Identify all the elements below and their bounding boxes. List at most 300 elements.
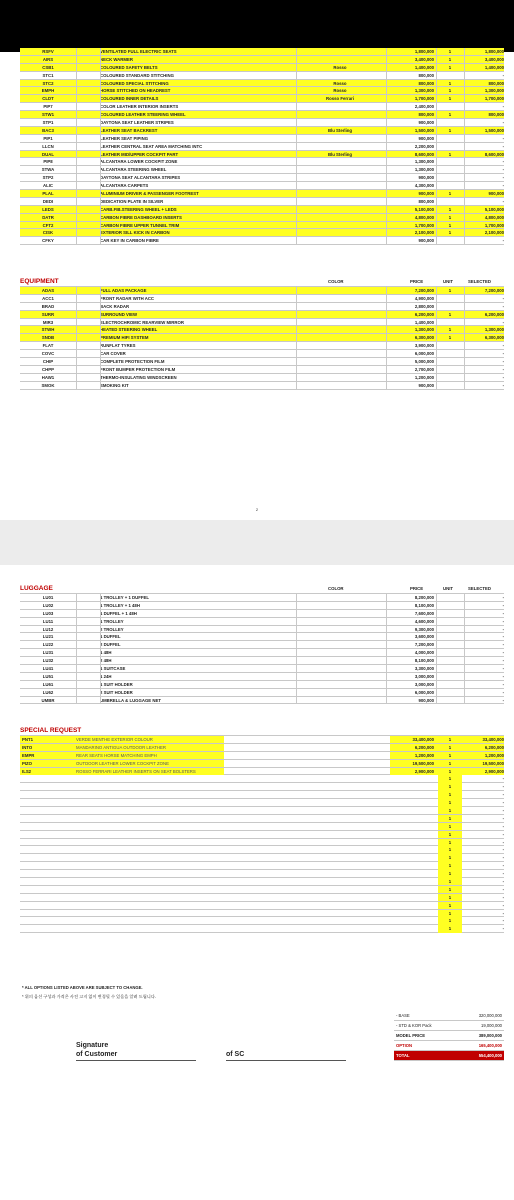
option-code: LU31: [42, 650, 54, 656]
option-unit: 1: [448, 214, 452, 220]
col-header-price: PRICE: [410, 586, 424, 591]
option-selected: -: [502, 319, 504, 325]
summary-row: [394, 1021, 504, 1031]
option-description: MANDARINO ANTIGUA OUTDOOR LEATHER: [76, 744, 166, 750]
option-selected: -: [502, 642, 504, 648]
grid-line: [76, 174, 77, 181]
luggage-header: [20, 583, 504, 594]
option-selected: -: [502, 902, 504, 908]
option-unit: 1: [448, 80, 452, 86]
option-selected: -: [502, 183, 504, 189]
grid-line: [464, 237, 465, 244]
grid-line: [464, 618, 465, 625]
grid-line: [464, 681, 465, 688]
option-description: REAR SEATS HORSE MATCHING EMPH: [76, 752, 157, 758]
option-code: SNDB: [41, 335, 55, 341]
option-description: EXTERIOR SILL KICK IN CARBON: [100, 230, 170, 236]
grid-line: [436, 222, 437, 229]
option-code: EMPR: [22, 752, 35, 758]
option-price: 1,300,000: [414, 167, 434, 173]
grid-line: [464, 649, 465, 656]
option-code: CISK: [42, 230, 54, 236]
option-unit: 1: [448, 56, 452, 62]
grid-line: [76, 594, 77, 601]
grid-line: [464, 610, 465, 617]
grid-line: [436, 64, 437, 71]
option-unit: 1: [438, 917, 462, 924]
option-description: CAR COVER: [100, 351, 126, 357]
grid-line: [100, 80, 101, 87]
option-code: ALIC: [42, 183, 54, 189]
option-unit: 1: [448, 311, 452, 317]
option-price: 1,300,000: [414, 159, 434, 165]
option-price: 2,400,000: [414, 104, 434, 110]
option-price: 6,000,000: [414, 351, 434, 357]
option-code: CHIP: [42, 359, 54, 365]
grid-line: [76, 143, 77, 150]
option-price: 6,200,000: [414, 311, 434, 317]
grid-line: [464, 342, 465, 349]
option-description: LEATHER CENTRAL SEAT AREA MATCHING INTC: [100, 143, 203, 149]
table-row: [20, 657, 504, 665]
grid-line: [100, 190, 101, 197]
option-unit: 1: [438, 815, 462, 822]
table-row: [20, 697, 504, 705]
grid-line: [386, 135, 387, 142]
option-selected: -: [502, 792, 504, 798]
grid-line: [296, 295, 297, 302]
option-description: 1 TROLLEY + 1 DUFFEL: [100, 595, 149, 600]
grid-line: [436, 342, 437, 349]
grid-line: [296, 174, 297, 181]
grid-line: [436, 689, 437, 696]
grid-line: [296, 119, 297, 126]
grid-line: [464, 626, 465, 633]
grid-line: [464, 295, 465, 302]
option-unit: 1: [438, 878, 462, 885]
option-description: COMPLETE PROTECTION FILM: [100, 359, 165, 365]
option-price: 4,800,000: [414, 214, 434, 220]
grid-line: [464, 303, 465, 310]
grid-line: [296, 618, 297, 625]
option-description: CARB.FIB.STEERING WHEEL + LEDS: [100, 206, 177, 212]
option-price: 900,000: [418, 120, 434, 126]
grid-line: [76, 303, 77, 310]
grid-line: [76, 382, 77, 389]
option-selected: 6,200,000: [484, 744, 504, 750]
option-code: CFT2: [42, 222, 54, 228]
grid-line: [436, 127, 437, 134]
option-selected: 5,100,000: [484, 206, 504, 212]
grid-line: [436, 657, 437, 664]
grid-line: [464, 326, 465, 333]
grid-line: [100, 689, 101, 696]
grid-line: [386, 303, 387, 310]
option-unit: 1: [448, 112, 452, 118]
option-selected: -: [502, 666, 504, 672]
grid-line: [76, 190, 77, 197]
option-price: 1,400,000: [414, 319, 434, 325]
option-price: 1,200,000: [414, 374, 434, 380]
grid-line: [296, 633, 297, 640]
grid-line: [296, 334, 297, 341]
grid-line: [296, 64, 297, 71]
grid-line: [100, 119, 101, 126]
grid-line: [464, 633, 465, 640]
option-selected: -: [502, 650, 504, 656]
grid-line: [464, 594, 465, 601]
option-code: LU32: [42, 658, 54, 664]
grid-line: [100, 287, 101, 294]
grid-line: [386, 143, 387, 150]
grid-line: [436, 206, 437, 213]
signature-label: Signature: [76, 1042, 109, 1049]
grid-line: [296, 342, 297, 349]
grid-line: [100, 229, 101, 236]
table-row: [20, 342, 504, 350]
grid-line: [464, 319, 465, 326]
option-description: DAYTONA SEAT ALCANTARA STRIPES: [100, 175, 181, 181]
option-code: LU22: [42, 642, 54, 648]
special-request-empty-row: [20, 846, 504, 854]
option-description: 2 TROLLEY: [100, 626, 124, 632]
option-code: BRAD: [41, 303, 55, 309]
grid-line: [100, 206, 101, 213]
option-code: CSB1: [42, 64, 54, 70]
table-row: [20, 95, 504, 103]
option-price: 4,600,000: [414, 618, 434, 624]
option-description: THERMO-INSULATING WINDSCREEN: [100, 374, 177, 380]
option-description: RUNFLAT TYRES: [100, 343, 136, 349]
grid-line: [464, 87, 465, 94]
option-selected: 4,800,000: [484, 214, 504, 220]
grid-line: [100, 319, 101, 326]
grid-line: [464, 665, 465, 672]
option-description: COLOURED INNER DETAILS: [100, 96, 159, 102]
summary-label: MODEL PRICE: [396, 1033, 426, 1038]
grid-line: [76, 295, 77, 302]
grid-line: [76, 641, 77, 648]
grid-line: [76, 358, 77, 365]
table-row: [20, 366, 504, 374]
option-selected: -: [502, 658, 504, 664]
sc-signature-line: [226, 1060, 346, 1061]
option-selected: 1,300,000: [484, 88, 504, 94]
option-price: 900,000: [418, 175, 434, 181]
grid-line: [296, 319, 297, 326]
special-request-empty-row: [20, 791, 504, 799]
option-description: COLOURED STANDARD STITCHING: [100, 72, 174, 78]
grid-line: [76, 657, 77, 664]
option-selected: -: [502, 918, 504, 924]
option-selected: -: [502, 879, 504, 885]
option-price: 900,000: [418, 238, 434, 244]
option-price: 3,900,000: [414, 343, 434, 349]
option-price: 1,700,000: [414, 96, 434, 102]
grid-line: [100, 382, 101, 389]
option-selected: 2,100,000: [484, 230, 504, 236]
page-gap: [0, 520, 514, 565]
option-unit: 1: [438, 791, 462, 798]
grid-line: [386, 689, 387, 696]
grid-line: [76, 229, 77, 236]
grid-line: [386, 358, 387, 365]
grid-line: [296, 311, 297, 318]
grid-line: [436, 350, 437, 357]
grid-line: [386, 287, 387, 294]
option-selected: 19,500,000: [482, 760, 504, 766]
option-description: ALCANTARA LOWER COCKPIT ZONE: [100, 159, 178, 165]
grid-line: [296, 206, 297, 213]
table-row: [20, 119, 504, 127]
signature-sc: of SC: [226, 1051, 245, 1058]
option-price: 2,700,000: [414, 366, 434, 372]
table-row: [20, 319, 504, 327]
table-row: [20, 87, 504, 95]
option-selected: 800,000: [488, 112, 504, 118]
option-description: ROSSO FERRARI LEATHER INSERTS ON SEAT BOLSTERS: [76, 768, 196, 774]
grid-line: [100, 641, 101, 648]
grid-line: [76, 48, 77, 55]
table-row: [20, 610, 504, 618]
table-row: [20, 602, 504, 610]
grid-line: [464, 56, 465, 63]
option-description: COLOURED LEATHER STEERING WHEEL: [100, 112, 186, 118]
grid-line: [436, 166, 437, 173]
option-description: COLOR LEATHER INTERIOR INSERTS: [100, 104, 179, 110]
option-code: LU11: [42, 618, 54, 624]
option-price: 4,000,000: [414, 650, 434, 656]
option-unit: 1: [438, 807, 462, 814]
col-header-color: COLOR: [328, 279, 344, 284]
grid-line: [436, 358, 437, 365]
option-description: HORSE STITCHED ON HEADREST: [100, 88, 171, 94]
grid-line: [464, 80, 465, 87]
grid-line: [76, 214, 77, 221]
option-selected: 33,400,000: [482, 737, 504, 742]
grid-line: [436, 602, 437, 609]
table-row: [20, 303, 504, 311]
grid-line: [100, 673, 101, 680]
grid-line: [100, 87, 101, 94]
grid-line: [436, 56, 437, 63]
grid-line: [386, 681, 387, 688]
page-number: 2: [255, 507, 259, 512]
option-unit: 1: [448, 222, 452, 228]
option-code: BAC3: [42, 127, 54, 133]
option-code: DATR: [42, 214, 54, 220]
special-request-empty-row: [20, 862, 504, 870]
table-row: [20, 72, 504, 80]
option-unit: 1: [448, 760, 452, 766]
grid-line: [386, 103, 387, 110]
summary-label: TOTAL: [396, 1053, 410, 1058]
grid-line: [296, 657, 297, 664]
grid-line: [436, 182, 437, 189]
option-selected: -: [502, 784, 504, 790]
special-request-empty-row: [20, 910, 504, 918]
option-selected: 1,400,000: [484, 64, 504, 70]
option-unit: 1: [438, 886, 462, 893]
grid-line: [464, 190, 465, 197]
grid-line: [296, 166, 297, 173]
option-description: 2 48H: [100, 658, 112, 664]
grid-line: [100, 111, 101, 118]
grid-line: [386, 374, 387, 381]
option-unit: 1: [448, 206, 452, 212]
special-request-empty-row: [20, 815, 504, 823]
option-price: 3,400,000: [414, 56, 434, 62]
option-unit: 1: [438, 894, 462, 901]
option-selected: -: [502, 303, 504, 309]
special-request-empty-row: [20, 878, 504, 886]
option-price: 3,000,000: [414, 673, 434, 679]
grid-line: [100, 237, 101, 244]
option-description: PREMIUM HIFI SYSTEM: [100, 335, 149, 341]
grid-line: [100, 143, 101, 150]
option-unit: 1: [448, 737, 452, 742]
grid-line: [386, 382, 387, 389]
option-code: CLDT: [42, 96, 54, 102]
table-row: [20, 198, 504, 206]
document-page-2: [0, 565, 514, 1200]
grid-line: [296, 626, 297, 633]
option-code: LU03: [42, 610, 54, 616]
grid-line: [386, 222, 387, 229]
option-color: Rosso: [333, 88, 347, 94]
grid-line: [296, 72, 297, 79]
option-price: 8,600,000: [414, 151, 434, 157]
table-row: [20, 222, 504, 230]
option-color: Blu Sterling: [327, 127, 353, 133]
grid-line: [464, 166, 465, 173]
option-price: 2,900,000: [414, 768, 434, 774]
option-code: DEDI: [42, 198, 54, 204]
grid-line: [436, 48, 437, 55]
grid-line: [386, 151, 387, 158]
grid-line: [386, 64, 387, 71]
option-price: 6,000,000: [414, 689, 434, 695]
option-selected: -: [502, 618, 504, 624]
option-selected: -: [502, 815, 504, 821]
grid-line: [464, 103, 465, 110]
option-description: LEATHER SEAT BACKREST: [100, 127, 158, 133]
grid-line: [386, 80, 387, 87]
option-price: 1,400,000: [414, 64, 434, 70]
option-unit: 1: [448, 752, 452, 758]
grid-line: [76, 80, 77, 87]
col-header-selected: SELECTED: [468, 586, 491, 591]
grid-line: [296, 610, 297, 617]
summary-value: 389,000,000: [478, 1033, 502, 1038]
grid-line: [76, 287, 77, 294]
special-request-row: [20, 752, 504, 760]
option-code: LU51: [42, 673, 54, 679]
option-price: 800,000: [418, 72, 434, 78]
special-request-empty-row: [20, 807, 504, 815]
option-price: 5,100,000: [414, 206, 434, 212]
grid-line: [76, 366, 77, 373]
signature-customer: [76, 1042, 117, 1059]
option-unit: 1: [448, 191, 452, 197]
option-code: LU01: [42, 595, 54, 600]
option-unit: 1: [438, 862, 462, 869]
grid-line: [464, 182, 465, 189]
special-request-empty-row: [20, 823, 504, 831]
option-price: 6,300,000: [414, 335, 434, 341]
option-selected: 1,200,000: [484, 752, 504, 758]
option-selected: -: [502, 366, 504, 372]
option-unit: 1: [438, 854, 462, 861]
grid-line: [386, 633, 387, 640]
grid-line: [76, 319, 77, 326]
summary-label: - BASE: [396, 1013, 410, 1018]
special-request-table: [20, 725, 504, 933]
option-code: LU12: [42, 626, 54, 632]
grid-line: [100, 127, 101, 134]
grid-line: [386, 602, 387, 609]
note-line-2: * 위의 옵션 구성과 가격은 사전 고지 없이 변경될 수 있음을 알려 드립니다.: [22, 994, 157, 999]
document-page-1: [0, 49, 514, 520]
option-unit: 1: [448, 127, 452, 133]
option-unit: 1: [438, 775, 462, 782]
special-request-empty-row: [20, 894, 504, 902]
grid-line: [386, 326, 387, 333]
option-description: OUTDOOR LEATHER LOWER COCKPIT ZONE: [76, 760, 169, 766]
grid-line: [100, 56, 101, 63]
col-header-unit: UNIT: [443, 279, 454, 284]
grid-line: [296, 143, 297, 150]
option-description: 1 SUITCASE: [100, 666, 126, 672]
option-price: 9,300,000: [414, 626, 434, 632]
option-price: 3,000,000: [414, 681, 434, 687]
grid-line: [386, 174, 387, 181]
grid-line: [464, 374, 465, 381]
option-code: AIRS: [42, 56, 54, 62]
grid-line: [100, 358, 101, 365]
grid-line: [76, 311, 77, 318]
grid-line: [76, 334, 77, 341]
table-row: [20, 594, 504, 602]
grid-line: [76, 374, 77, 381]
option-description: ELECTROCHROMIC REARVIEW MIRROR: [100, 319, 184, 325]
option-unit: 1: [448, 88, 452, 94]
grid-line: [100, 602, 101, 609]
option-selected: -: [502, 135, 504, 141]
option-selected: -: [502, 602, 504, 608]
grid-line: [100, 151, 101, 158]
grid-line: [436, 287, 437, 294]
table-row: [20, 48, 504, 56]
grid-line: [464, 119, 465, 126]
option-code: MIR3: [42, 319, 54, 325]
grid-line: [76, 64, 77, 71]
grid-line: [100, 626, 101, 633]
option-selected: -: [502, 800, 504, 806]
option-description: 2 SUIT HOLDER: [100, 689, 133, 695]
option-price: 3,600,000: [414, 634, 434, 640]
grid-line: [386, 119, 387, 126]
special-request-header: [20, 725, 504, 736]
grid-line: [296, 641, 297, 648]
grid-line: [76, 111, 77, 118]
option-description: SURROUND VIEW: [100, 311, 138, 317]
col-header-price: PRICE: [410, 279, 424, 284]
option-unit: 1: [448, 151, 452, 157]
table-row: [20, 206, 504, 214]
grid-line: [100, 681, 101, 688]
grid-line: [386, 311, 387, 318]
